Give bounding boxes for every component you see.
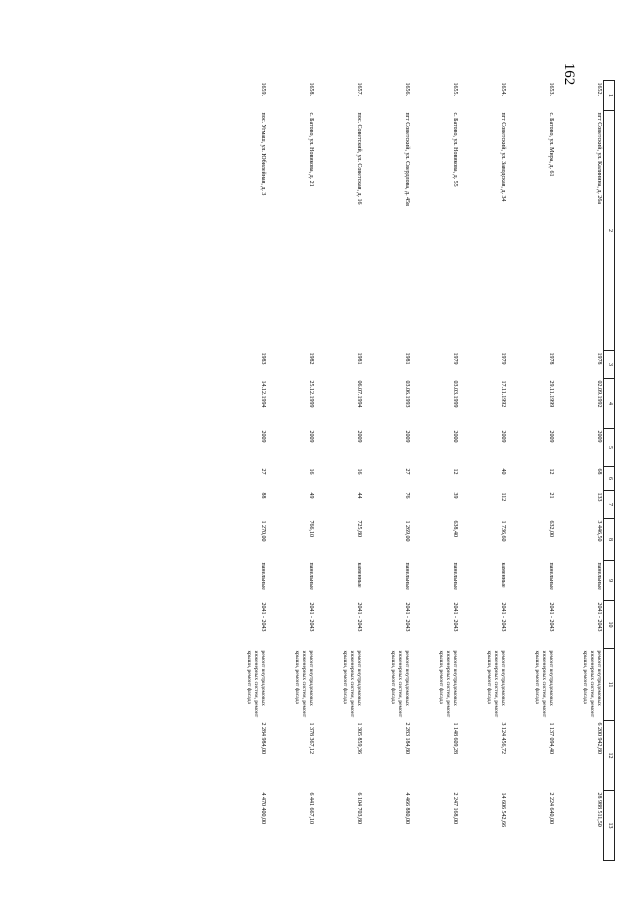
cell-cost: 3 124 456,72 [500, 722, 506, 754]
cell-address: пос. Угмаш, ул. Юбилейная, д. 3 [260, 112, 266, 196]
column-header: 1 [604, 81, 615, 111]
table-row [459, 81, 507, 861]
cell-period: 2041 - 2043 [404, 602, 410, 632]
cell-c7: 44 [356, 492, 362, 499]
cell-year-plan: 2009 [596, 430, 602, 443]
cell-c6: 40 [500, 468, 506, 475]
cell-address: с. Батово, ул. Мира, д. 61 [548, 112, 554, 177]
cell-cost: 6 200 942,80 [596, 722, 602, 754]
cell-area: 638,40 [452, 520, 458, 537]
rotated-table-wrapper [115, 80, 615, 860]
cell-year-built: 1982 [308, 352, 314, 365]
cell-wall: панельные [308, 562, 314, 590]
cell-wall: каменные [500, 562, 506, 588]
cell-area: 3 446,50 [596, 520, 602, 542]
cell-c7: 112 [500, 492, 506, 502]
column-header: 9 [604, 561, 615, 601]
cell-work: ремонт внутридомовых инженерных систем, ремонт крыши, ремонт фасада [294, 650, 314, 718]
cell-c7: 39 [452, 492, 458, 499]
page-number: 162 [561, 62, 577, 86]
cell-num: 1655. [452, 82, 458, 96]
cell-address: пгт Советский, ул. Заводская, д. 34 [500, 112, 506, 202]
cell-year-plan: 2009 [548, 430, 554, 443]
cell-cost: 1 137 094,40 [548, 722, 554, 754]
cell-total: 4 470 400,00 [260, 792, 266, 824]
cell-num: 1654. [500, 82, 506, 96]
cell-total: 4 466 880,00 [404, 792, 410, 824]
cell-cost: 1 148 609,28 [452, 722, 458, 754]
cell-total: 6 441 667,10 [308, 792, 314, 824]
cell-c6: 12 [452, 468, 458, 475]
cell-year-plan: 2009 [260, 430, 266, 443]
cell-date: 03.06.1993 [404, 380, 410, 408]
column-header: 13 [604, 791, 615, 861]
cell-year-built: 1979 [452, 352, 458, 365]
cell-wall: панельные [548, 562, 554, 590]
cell-area: 766,10 [308, 520, 314, 537]
cell-total: 14 606 542,66 [500, 792, 506, 827]
column-header: 2 [604, 111, 615, 351]
cell-wall: панельные [404, 562, 410, 590]
cell-address: с. Батово, ул. Новикова, д. 21 [308, 112, 314, 187]
column-header: 6 [604, 467, 615, 491]
table-row [555, 81, 604, 861]
cell-date: 06.07.1994 [356, 380, 362, 408]
cell-area: 1 269,00 [404, 520, 410, 542]
cell-num: 1652. [596, 82, 602, 96]
cell-c6: 12 [548, 468, 554, 475]
cell-date: 29.11.1999 [548, 380, 554, 408]
cell-total: 2 247 168,00 [452, 792, 458, 824]
cell-year-plan: 2009 [404, 430, 410, 443]
cell-year-built: 1981 [356, 352, 362, 365]
cell-total: 2 224 640,00 [548, 792, 554, 824]
cell-date: 25.12.1999 [308, 380, 314, 408]
column-header: 12 [604, 721, 615, 791]
cell-cost: 1 378 367,12 [308, 722, 314, 754]
cell-period: 2041 - 2043 [500, 602, 506, 632]
table-row [507, 81, 555, 861]
cell-address: пос. Советский, ул. Советская, д. 16 [356, 112, 362, 205]
cell-c7: 88 [260, 492, 266, 499]
column-header: 11 [604, 649, 615, 721]
cell-c6: 68 [596, 468, 602, 475]
column-number-row [604, 81, 615, 861]
cell-address: с. Батово, ул. Новикова, д. 55 [452, 112, 458, 187]
cell-work: ремонт внутридомовых инженерных систем, ремонт крыши, ремонт фасада [582, 650, 602, 718]
cell-year-plan: 2009 [308, 430, 314, 443]
cell-num: 1658. [308, 82, 314, 96]
cell-num: 1657. [356, 82, 362, 96]
cell-area: 725,80 [356, 520, 362, 537]
cell-total: 6 104 703,80 [356, 792, 362, 824]
cell-c7: 76 [404, 492, 410, 499]
cell-work: ремонт внутридомовых инженерных систем, ремонт крыши, ремонт фасада [486, 650, 506, 718]
cell-date: 14.12.1994 [260, 380, 266, 408]
column-header: 5 [604, 429, 615, 467]
cell-num: 1659. [260, 82, 266, 96]
table-row [267, 81, 315, 861]
cell-work: ремонт внутридомовых инженерных систем, ремонт крыши, ремонт фасада [246, 650, 266, 718]
cell-period: 2041 - 2043 [356, 602, 362, 632]
cell-year-built: 1978 [548, 352, 554, 365]
cell-cost: 2 283 184,80 [404, 722, 410, 754]
cell-area: 632,00 [548, 520, 554, 537]
table-row [315, 81, 363, 861]
cell-year-plan: 2009 [356, 430, 362, 443]
cell-cost: 1 305 859,36 [356, 722, 362, 754]
cell-date: 02.09.1992 [596, 380, 602, 408]
cell-period: 2041 - 2043 [308, 602, 314, 632]
cell-work: ремонт внутридомовых инженерных систем, ремонт крыши, ремонт фасада [534, 650, 554, 718]
cell-address: пгт Советский, ул. Свердлова, д. 45в [404, 112, 410, 206]
cell-c7: 133 [596, 492, 602, 502]
cell-c6: 27 [260, 468, 266, 475]
cell-area: 1 270,00 [260, 520, 266, 542]
cell-period: 2041 - 2043 [596, 602, 602, 632]
cell-year-built: 1979 [500, 352, 506, 365]
column-header: 4 [604, 379, 615, 429]
column-header: 7 [604, 491, 615, 519]
cell-c7: 21 [548, 492, 554, 499]
cell-year-plan: 2009 [500, 430, 506, 443]
cell-year-built: 1983 [260, 352, 266, 365]
cell-wall: каменные [356, 562, 362, 588]
housing-table [219, 80, 615, 861]
cell-num: 1653. [548, 82, 554, 96]
cell-area: 1 736,60 [500, 520, 506, 542]
cell-total: 28 988 511,50 [596, 792, 602, 827]
table-row [411, 81, 459, 861]
cell-c6: 16 [308, 468, 314, 475]
cell-period: 2041 - 2043 [260, 602, 266, 632]
cell-period: 2041 - 2043 [548, 602, 554, 632]
cell-year-built: 1978 [596, 352, 602, 365]
table-row [363, 81, 411, 861]
cell-work: ремонт внутридомовых инженерных систем, ремонт крыши, ремонт фасада [438, 650, 458, 718]
cell-c6: 27 [404, 468, 410, 475]
cell-work: ремонт внутридомовых инженерных систем, ремонт крыши, ремонт фасада [342, 650, 362, 718]
column-header: 8 [604, 519, 615, 561]
cell-wall: панельные [452, 562, 458, 590]
column-header: 3 [604, 351, 615, 379]
cell-year-plan: 2000 [452, 430, 458, 443]
cell-date: 03.03.1999 [452, 380, 458, 408]
table-row [219, 81, 267, 861]
cell-wall: панельные [596, 562, 602, 590]
column-header: 10 [604, 601, 615, 649]
cell-date: 17.11.1992 [500, 380, 506, 408]
cell-wall: панельные [260, 562, 266, 590]
cell-period: 2041 - 2043 [452, 602, 458, 632]
cell-year-built: 1981 [404, 352, 410, 365]
cell-c6: 16 [356, 468, 362, 475]
cell-address: пгт Советский, ул. Калинина, д. 26а [596, 112, 602, 205]
cell-num: 1656. [404, 82, 410, 96]
cell-cost: 2 284 984,00 [260, 722, 266, 754]
cell-work: ремонт внутридомовых инженерных систем, ремонт крыши, ремонт фасада [390, 650, 410, 718]
cell-c7: 49 [308, 492, 314, 499]
